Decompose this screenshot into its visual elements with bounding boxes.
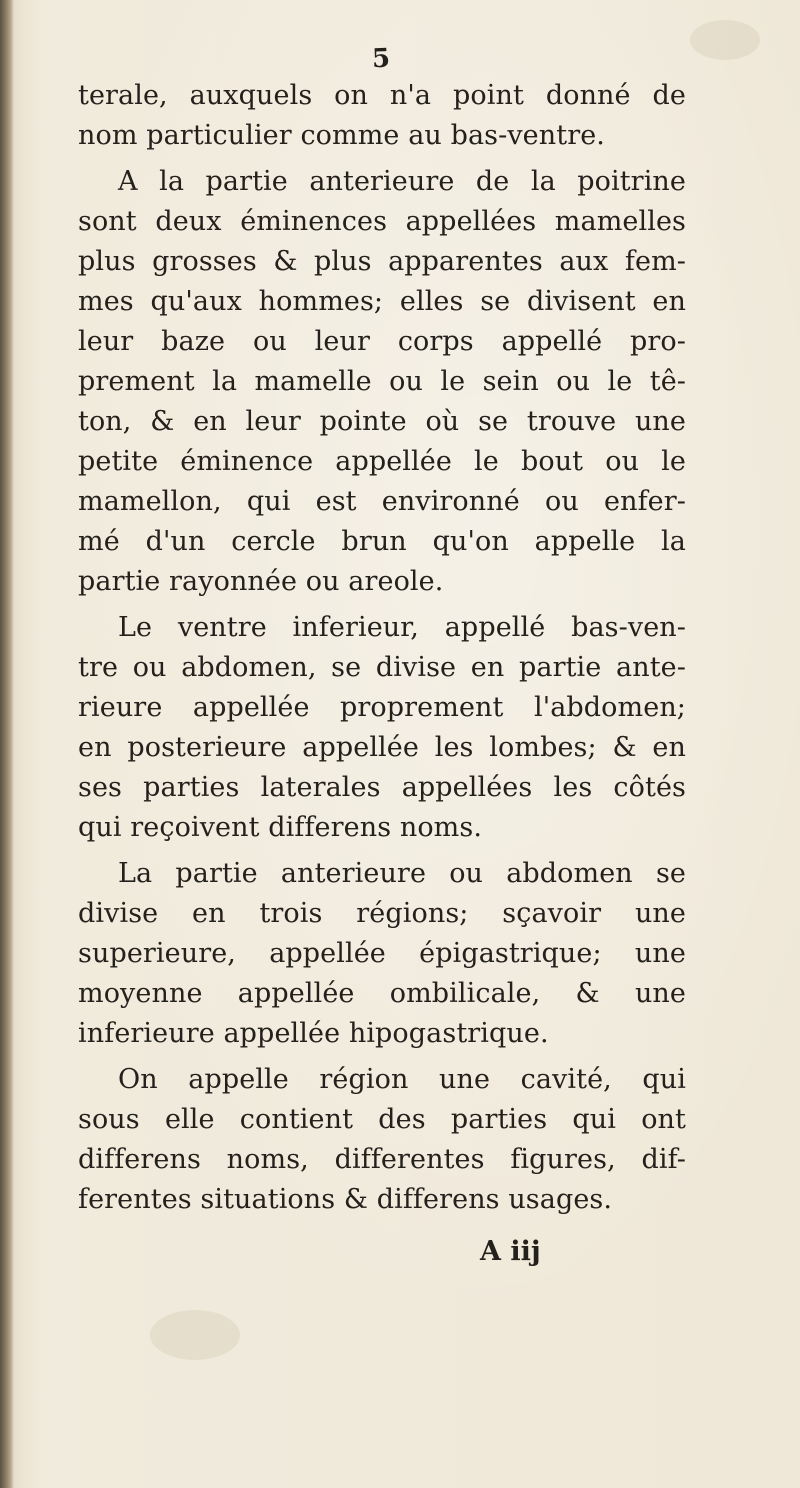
text-line: divise en trois régions; sçavoir une xyxy=(78,898,686,929)
paragraph-first-line: On appelle région une cavité, qui xyxy=(118,1064,686,1095)
text-line: tre ou abdomen, se divise en partie ante- xyxy=(78,652,686,683)
text-line: en posterieure appellée les lombes; & en xyxy=(78,732,686,763)
paragraph-first-line: Le ventre inferieur, appellé bas-ven- xyxy=(118,612,686,643)
text-line: terale, auxquels on n'a point donné de xyxy=(78,80,686,111)
text-line: differens noms, differentes figures, dif- xyxy=(78,1144,686,1175)
text-line: superieure, appellée épigastrique; une xyxy=(78,938,686,969)
text-line: ses parties laterales appellées les côtés xyxy=(78,772,686,803)
text-line: ferentes situations & differens usages. xyxy=(78,1184,613,1215)
text-line: plus grosses & plus apparentes aux fem- xyxy=(78,246,686,277)
paragraph-first-line: A la partie anterieure de la poitrine xyxy=(118,166,686,197)
printer-signature-mark: A iij xyxy=(480,1236,541,1267)
paper-stain xyxy=(690,20,760,60)
text-line: nom particulier comme au bas-ventre. xyxy=(78,120,605,151)
text-line: ton, & en leur pointe où se trouve une xyxy=(78,406,686,437)
text-line: inferieure appellée hipogastrique. xyxy=(78,1018,549,1049)
text-line: leur baze ou leur corps appellé pro- xyxy=(78,326,686,357)
paper-stain xyxy=(150,1310,240,1360)
text-line: sont deux éminences appellées mamelles xyxy=(78,206,686,237)
text-line: mamellon, qui est environné ou enfer- xyxy=(78,486,686,517)
page-binding-edge xyxy=(0,0,14,1488)
paragraph-first-line: La partie anterieure ou abdomen se xyxy=(118,858,686,889)
text-line: rieure appellée proprement l'abdomen; xyxy=(78,692,686,723)
text-line: mes qu'aux hommes; elles se divisent en xyxy=(78,286,686,317)
text-line: sous elle contient des parties qui ont xyxy=(78,1104,686,1135)
page-number: 5 xyxy=(371,43,391,75)
text-line: moyenne appellée ombilicale, & une xyxy=(78,978,686,1009)
text-line: prement la mamelle ou le sein ou le tê- xyxy=(78,366,686,397)
text-line: qui reçoivent differens noms. xyxy=(78,812,483,843)
body-text xyxy=(78,76,686,1256)
text-line: petite éminence appellée le bout ou le xyxy=(78,446,686,477)
text-line: mé d'un cercle brun qu'on appelle la xyxy=(78,526,686,557)
text-line: partie rayonnée ou areole. xyxy=(78,566,444,597)
